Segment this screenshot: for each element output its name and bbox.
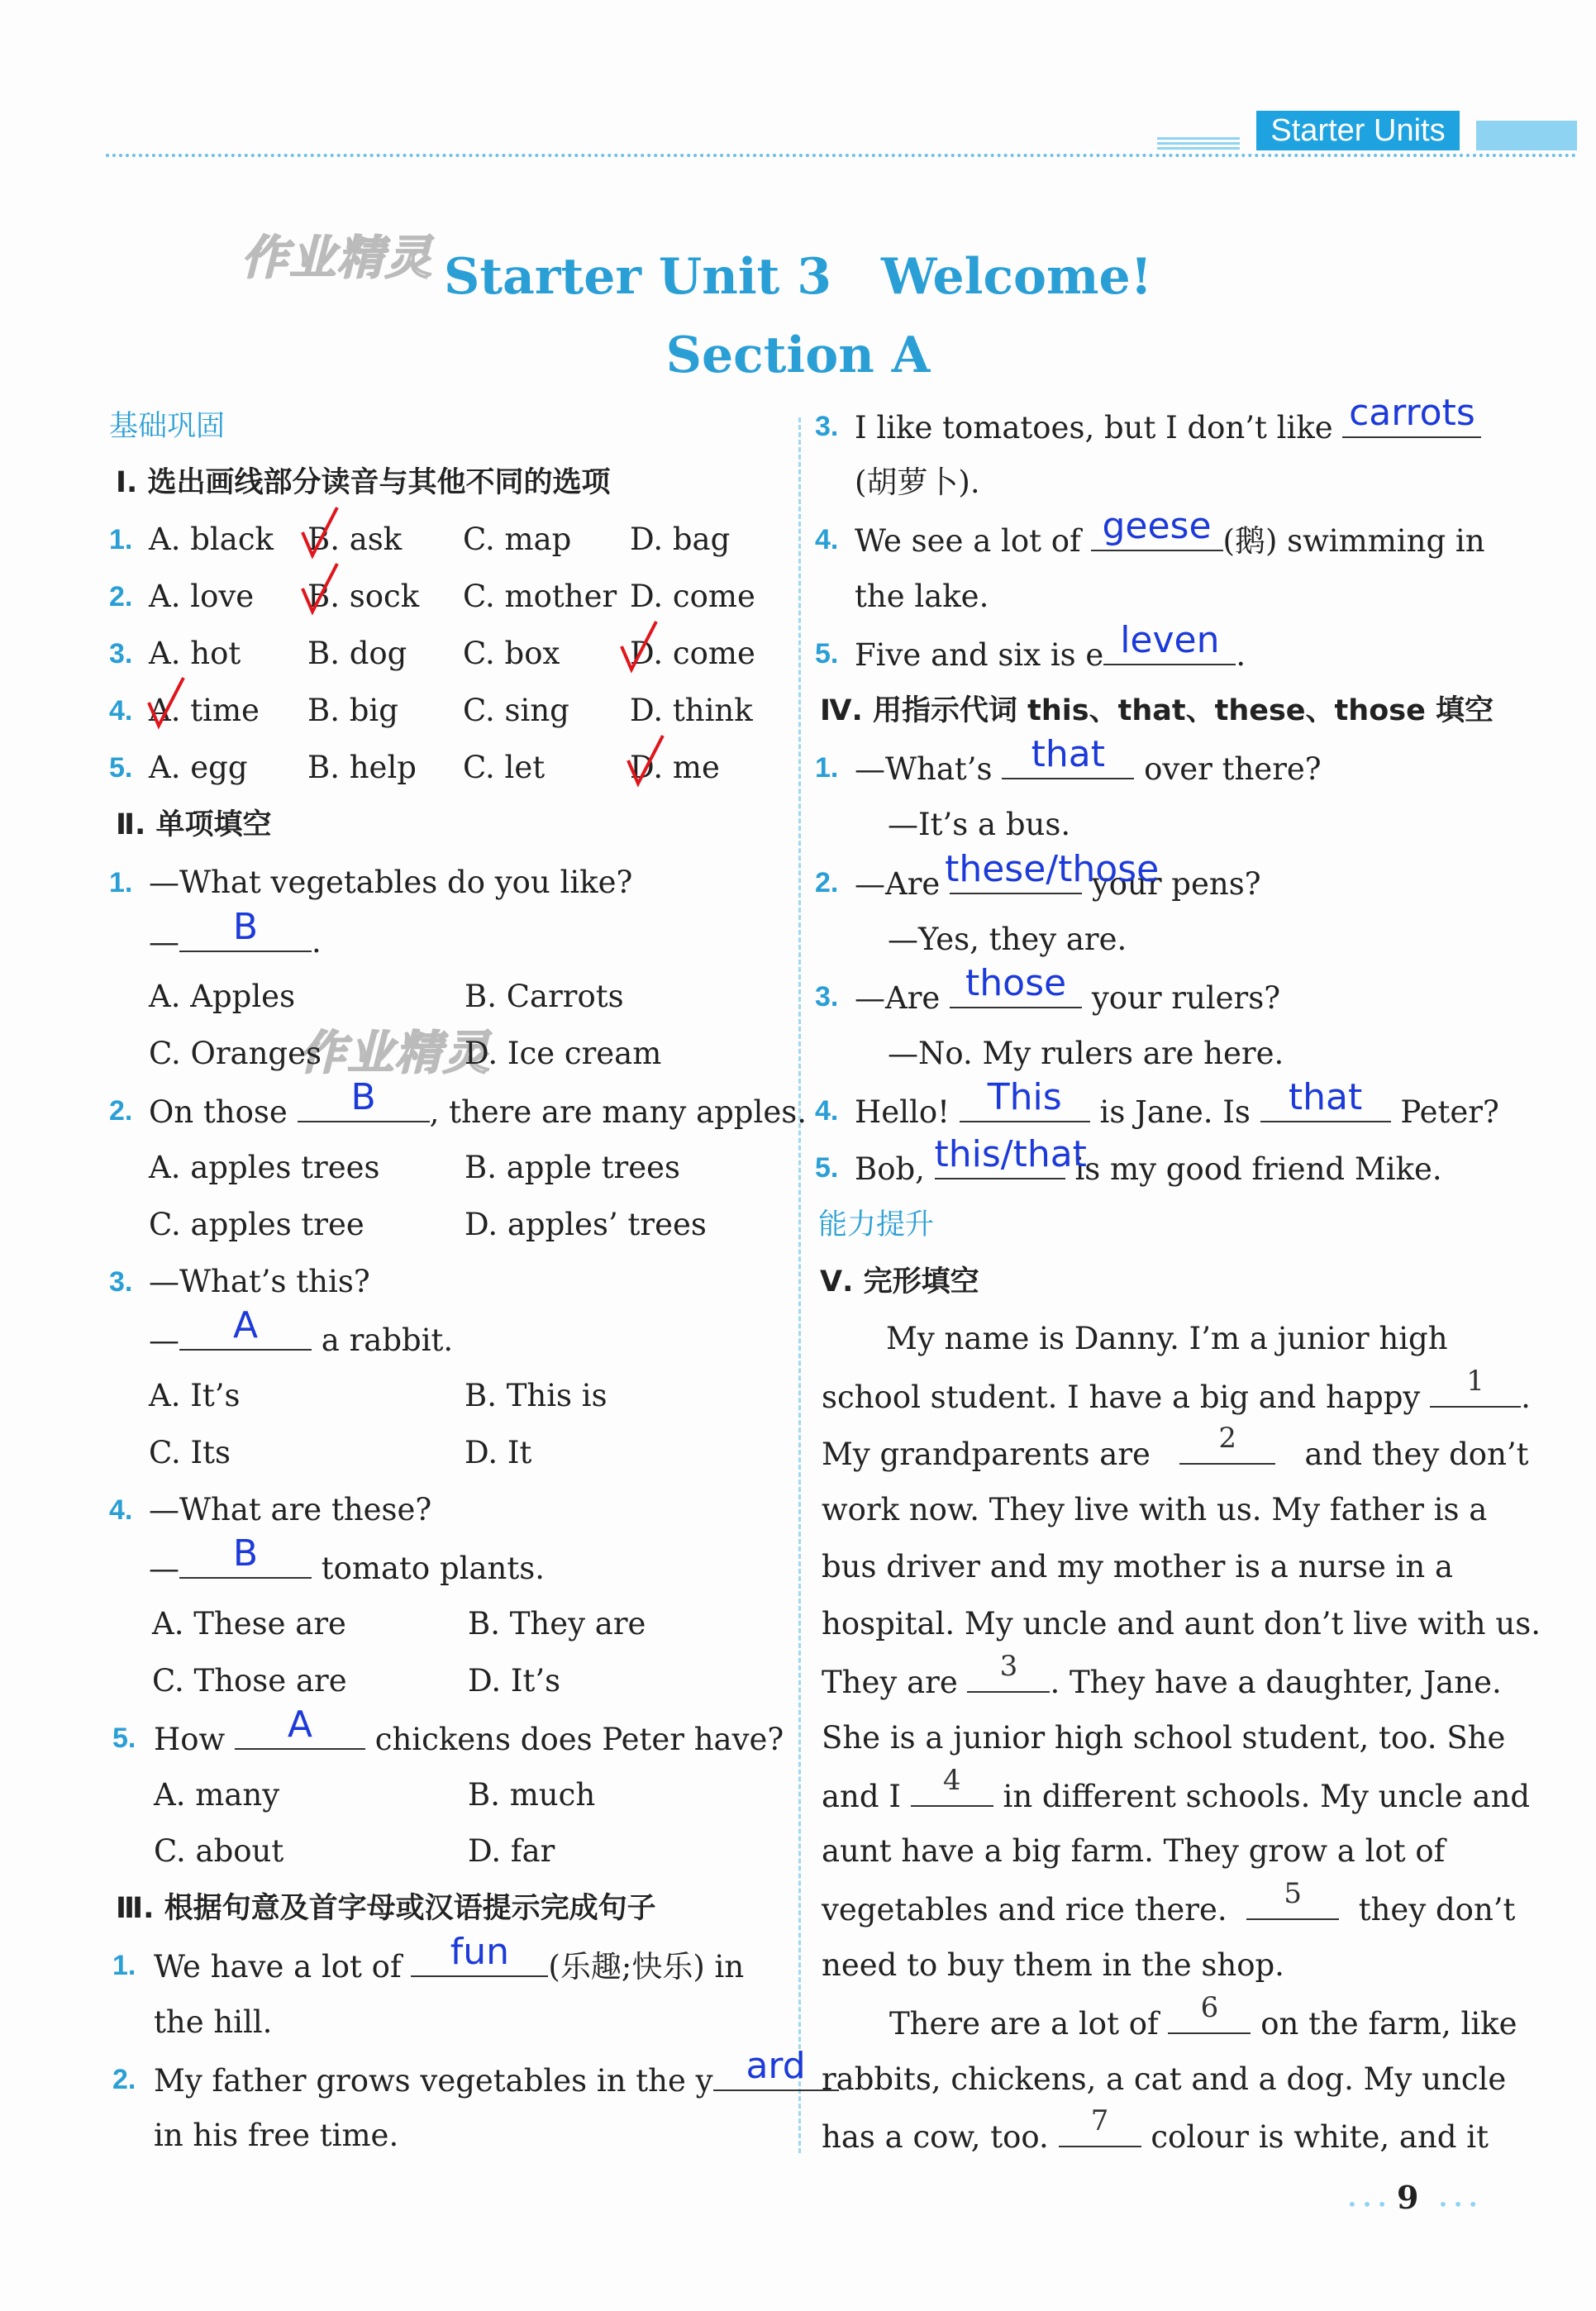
question-text: —What are these? [149,1492,432,1527]
unit-title [0,248,1596,306]
check-mark-icon [625,732,666,790]
answer-blank[interactable] [1260,1076,1391,1122]
handwritten-answer: A [287,1703,313,1746]
answer-blank[interactable] [1342,392,1481,438]
handwritten-answer: B [350,1076,376,1118]
question-text [855,392,1481,451]
question-text [154,2045,839,2104]
text: , there are many apples. [429,1094,807,1130]
handwritten-answer: A [232,1304,259,1346]
column-divider [798,417,801,2153]
text: (鹅) swimming in [1222,523,1485,559]
q-number: 3. [109,638,133,669]
answer-line [149,1304,454,1364]
answer-blank[interactable] [179,1532,312,1579]
text: a rabbit. [321,1322,454,1358]
cloze-blank[interactable] [1246,1877,1339,1920]
cloze-blank[interactable] [967,1650,1050,1693]
q-number: 2. [109,581,133,612]
passage-line [822,1650,1502,1706]
dash: — [149,1551,179,1586]
text: We have a lot of [154,1949,402,1985]
handwritten-answer: those [965,962,1067,1004]
q-number: 5. [109,752,133,784]
question-text [154,1703,784,1763]
question-continuation: the lake. [855,579,989,614]
handwritten-answer: B [232,1532,259,1575]
part5-heading: Ⅴ. 完形填空 [820,1265,979,1298]
q-number: 3. [109,1266,133,1298]
text: . [1236,637,1246,673]
option-d: D. far [468,1833,555,1869]
option-d: D. me [630,750,720,785]
option-c: C. sing [463,693,569,728]
answer-blank[interactable] [713,2045,839,2091]
text: school student. I have a big and happy [822,1379,1421,1415]
answer-blank[interactable] [1002,733,1134,779]
option-d: D. It [465,1435,532,1470]
answer-blank[interactable] [235,1703,365,1750]
option-a: A. many [154,1777,280,1813]
question-text [855,619,1246,679]
text: colour is white, and it [1151,2119,1489,2155]
question-text [855,848,1261,908]
option-c: C. apples tree [149,1207,364,1242]
part2-heading: Ⅱ. 单项填空 [116,808,272,841]
passage-line [822,1764,1531,1820]
text: There are a lot of [889,2006,1159,2042]
text: —Are [855,866,941,902]
handwritten-answer: fun [450,1931,510,1973]
q-number: 5. [815,1152,839,1184]
answer-blank[interactable] [1091,505,1223,551]
answer-line [149,1532,545,1592]
q-number: 5. [815,638,839,669]
question-continuation: (胡萝卜). [855,465,980,500]
passage-line: work now. They live with us. My father is a [822,1492,1488,1527]
option-d: D. It’s [468,1663,561,1699]
option-c: C. mother [463,579,617,614]
q-number: 4. [815,524,839,555]
option-a: A. It’s [149,1378,241,1413]
passage-line: hospital. My uncle and aunt don’t live with us. [822,1606,1541,1642]
blank-number: 5 [1284,1877,1302,1910]
cloze-blank[interactable] [1059,2104,1141,2147]
dash: — [149,1322,179,1358]
option-d: D. think [630,693,753,728]
text: tomato plants. [321,1551,545,1586]
text: and I [822,1779,901,1814]
q-number: 2. [815,867,839,898]
text: . [1521,1379,1531,1415]
reply-text: —No. My rulers are here. [888,1036,1284,1071]
passage-line [822,2104,1489,2161]
passage-line: My name is Danny. I’m a junior high [886,1321,1448,1356]
q-number: 1. [112,1950,136,1981]
check-mark-icon [299,504,341,562]
passage-line [822,1365,1531,1421]
question-text [855,1076,1499,1136]
option-a: A. These are [152,1606,346,1642]
handwritten-answer: that [1288,1076,1363,1118]
text: vegetables and rice there. [822,1892,1227,1927]
option-b: B. apple trees [465,1150,680,1185]
option-d: D. apples’ trees [465,1207,707,1242]
handwritten-answer: ard [746,2045,806,2087]
cloze-blank[interactable] [911,1764,993,1807]
section-advanced: 能力提升 [818,1208,935,1241]
option-b: B. dog [307,636,407,671]
q-number: 2. [109,1095,133,1127]
q-number: 2. [112,2064,136,2095]
handwritten-answer: B [232,906,259,948]
cloze-blank[interactable] [1430,1365,1521,1408]
option-b: B. big [307,693,398,728]
handwritten-answer: geese [1102,505,1212,547]
text: is my good friend Mike. [1074,1151,1442,1187]
passage-line: She is a junior high school student, too. She [822,1720,1506,1756]
question-text [149,1076,807,1136]
handwritten-answer: these/those [945,848,1160,890]
blank-number: 4 [942,1764,961,1797]
answer-blank[interactable] [1103,619,1236,665]
q-number: 3. [815,981,839,1013]
option-a: A. Apples [149,979,296,1014]
passage-line [822,1422,1529,1478]
text: My grandparents are [822,1437,1151,1472]
option-c: C. Those are [152,1663,347,1699]
option-a: A. black [149,522,274,557]
question-text [855,505,1485,565]
part4-heading: Ⅳ. 用指示代词 this、that、these、those 填空 [820,694,1494,727]
text: Peter? [1400,1094,1499,1130]
reply-text: —It’s a bus. [888,807,1071,842]
dash: — [149,924,179,960]
page-dots-right: • • • [1438,2194,1479,2214]
unit-welcome: Welcome! [881,248,1153,306]
cloze-blank[interactable] [1179,1422,1275,1465]
text: (乐趣;快乐) in [548,1949,745,1985]
q-number: 1. [109,867,133,898]
section-basic: 基础巩固 [109,410,226,443]
text: they don’t [1358,1892,1516,1927]
text: in different schools. My uncle and [1003,1779,1531,1814]
unit-name: Starter Unit 3 [443,248,831,306]
reply-text: —Yes, they are. [888,922,1127,957]
option-c: C. Oranges [149,1036,322,1071]
question-text [855,1133,1442,1193]
option-b: B. sock [307,579,420,614]
text: On those [149,1094,288,1130]
q-number: 1. [815,752,839,784]
header-stripes [1157,137,1240,150]
answer-blank[interactable] [179,906,312,952]
option-a: A. time [149,693,260,728]
option-b: B. help [307,750,417,785]
question-text [855,733,1322,793]
answer-blank[interactable] [934,1133,1087,1179]
answer-blank[interactable] [945,848,1160,894]
text: . They have a daughter, Jane. [1050,1665,1502,1700]
section-title: Section A [665,326,931,384]
text: How [154,1722,226,1757]
answer-line [149,906,322,965]
text: —Are [855,980,941,1016]
option-d: D. come [630,579,755,614]
check-mark-icon [618,618,660,676]
header-tag: Starter Units [1256,111,1460,150]
text: We see a lot of [855,523,1081,559]
option-c: C. let [463,750,545,785]
text: I like tomatoes, but I don’t like [855,410,1333,446]
answer-blank[interactable] [950,962,1082,1008]
blank-number: 6 [1200,1991,1219,2024]
text: chickens does Peter have? [374,1722,784,1757]
question-text [154,1931,745,1990]
option-d: D. come [630,636,755,671]
q-number: 1. [109,524,133,555]
blank-number: 7 [1090,2104,1109,2137]
answer-blank[interactable] [411,1931,548,1977]
handwritten-answer: leven [1120,619,1220,661]
question-text: —What’s this? [149,1264,370,1299]
check-mark-icon [299,560,341,618]
passage-line: aunt have a big farm. They grow a lot of [822,1833,1446,1869]
option-c: C. Its [149,1435,231,1470]
question-continuation: in his free time. [154,2118,399,2153]
passage-line [889,1991,1517,2047]
text: on the farm, like [1260,2006,1517,2042]
option-b: B. This is [465,1378,607,1413]
handwritten-answer: this/that [934,1133,1087,1175]
question-text: —What vegetables do you like? [149,865,633,900]
q-number: 4. [815,1095,839,1127]
option-c: C. about [154,1833,284,1869]
q-number: 3. [815,411,839,442]
handwritten-answer: carrots [1349,392,1475,434]
option-a: A. hot [149,636,241,671]
passage-line: need to buy them in the shop. [822,1947,1284,1983]
text: Hello! [855,1094,950,1130]
watermark: 作业精灵 [241,231,433,285]
q-number: 4. [109,1494,133,1526]
answer-blank[interactable] [960,1076,1090,1122]
text: They are [822,1665,958,1700]
blank-number: 1 [1466,1365,1484,1398]
option-a: A. apples trees [149,1150,380,1185]
period: . [312,924,322,960]
watermark: 作业精灵 [299,1027,491,1080]
passage-line [822,1877,1516,1933]
text: Bob, [855,1151,925,1187]
text: is Jane. Is [1099,1094,1251,1130]
option-a: A. love [149,579,255,614]
blank-number: 2 [1218,1422,1237,1455]
option-d: D. bag [630,522,731,557]
text: —What’s [855,751,993,787]
text: and they don’t [1304,1437,1529,1472]
option-d: D. Ice cream [465,1036,662,1071]
answer-blank[interactable] [179,1304,312,1351]
header-bar [1476,121,1577,150]
text: Five and six is e [855,637,1104,673]
option-b: B. They are [468,1606,646,1642]
option-b: B. Carrots [465,979,624,1014]
question-continuation: the hill. [154,2004,273,2040]
q-number: 5. [112,1723,136,1754]
check-mark-icon [145,674,187,732]
passage-line: rabbits, chickens, a cat and a dog. My uncle [822,2061,1507,2097]
part1-heading: Ⅰ. 选出画线部分读音与其他不同的选项 [116,466,611,499]
answer-blank[interactable] [298,1076,430,1122]
text: My father grows vegetables in the y [154,2063,713,2099]
option-a: A. egg [149,750,248,785]
page-number: 9 [1397,2179,1419,2216]
question-text [855,962,1281,1022]
option-b: B. much [468,1777,596,1813]
handwritten-answer: This [987,1076,1062,1118]
text: has a cow, too. [822,2119,1049,2155]
cloze-blank[interactable] [1168,1991,1251,2034]
option-c: C. box [463,636,560,671]
text: your rulers? [1091,980,1281,1016]
part3-heading: Ⅲ. 根据句意及首字母或汉语提示完成句子 [116,1892,656,1925]
blank-number: 3 [999,1650,1018,1683]
text: over there? [1144,751,1322,787]
handwritten-answer: that [1031,733,1105,775]
option-b: B. ask [307,522,403,557]
header-dotted-rule [106,154,1577,157]
q-number: 4. [109,695,133,727]
passage-line: bus driver and my mother is a nurse in a [822,1549,1454,1584]
option-c: C. map [463,522,572,557]
text: your pens? [1091,866,1261,902]
page-dots-left: • • • [1347,2194,1388,2214]
